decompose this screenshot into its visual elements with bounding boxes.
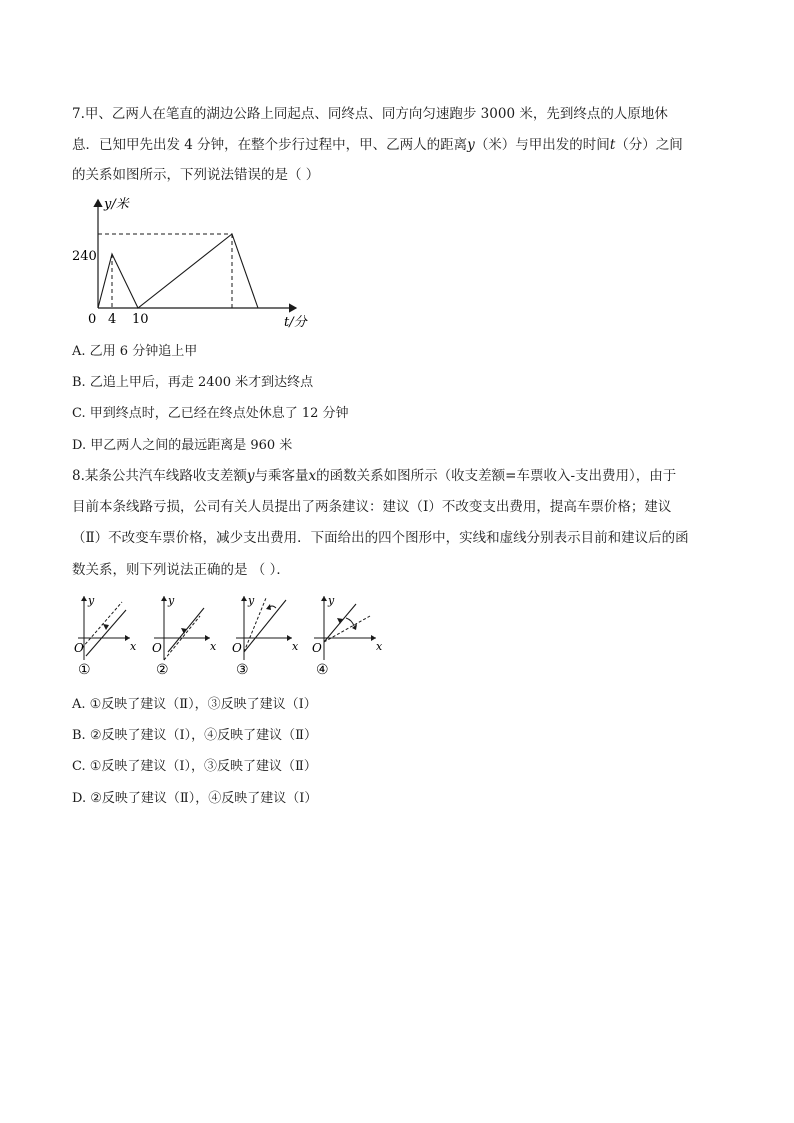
q7-x-tick-10: 10 — [132, 312, 149, 327]
q7-var-t: t — [609, 137, 616, 153]
q8-graph-4-number: ④ — [316, 662, 329, 678]
q8-option-b: B. ②反映了建议（Ⅰ），④反映了建议（Ⅱ） — [72, 728, 317, 743]
q8-graph-2-y-label: y — [168, 594, 175, 607]
q8-graph-1-shift-arrow — [103, 624, 109, 630]
q8-option-a: A. ①反映了建议（Ⅱ），③反映了建议（Ⅰ） — [72, 697, 317, 712]
q7-y-axis-label: y/米 — [104, 197, 129, 212]
q8-graph-3-solid-line — [244, 600, 286, 652]
q8-stem-text: 的函数关系如图所示（收支差额=车票收入-支出费用），由于 — [316, 468, 677, 484]
q8-graph-3-x-label: x — [292, 640, 299, 653]
q8-stem-line-4: 数关系，则下列说法正确的是 （ ）． — [72, 562, 290, 578]
q8-var-x: x — [308, 468, 317, 484]
q8-stem-line-2: 目前本条线路亏损，公司有关人员提出了两条建议：建议（Ⅰ）不改变支出费用，提高车票价格；建议 — [72, 499, 672, 515]
q7-stem-text: 息．已知甲先出发 4 分钟，在整个步行过程中，甲、乙两人的距离 — [72, 137, 468, 153]
q8-graph-2-origin: O — [152, 641, 162, 655]
q8-stem-text: 与乘客量 — [254, 468, 309, 484]
q7-graph-solid-line — [98, 234, 258, 308]
q8-graph-1 — [74, 594, 137, 678]
q8-graph-1-dashed-line — [82, 602, 122, 648]
q8-graph-3 — [232, 594, 299, 678]
q7-x-axis-label: t/分 — [284, 315, 307, 330]
q7-stem-text: （米）与甲出发的时间 — [474, 137, 610, 153]
q8-graph-2-number: ② — [156, 662, 169, 678]
q8-var-y: y — [246, 468, 255, 484]
q7-distance-time-graph — [60, 192, 320, 332]
q7-stem-line-2 — [72, 135, 683, 155]
q7-stem-line-1: 7.甲、乙两人在笔直的湖边公路上同起点、同终点、同方向匀速跑步 3000 米，先到终点的人原地休 — [72, 106, 668, 122]
q7-y-tick-240: 240 — [72, 249, 97, 264]
q8-graph-2-shift-arrow — [181, 628, 187, 634]
q8-graph-4 — [312, 594, 383, 678]
q8-graph-4-rotate-arrow — [352, 624, 357, 630]
q8-stem-line-1 — [72, 466, 676, 486]
q8-graph-1-solid-line — [86, 610, 126, 656]
q8-graph-3-origin: O — [232, 641, 242, 655]
q8-graph-4-x-label: x — [376, 640, 383, 653]
q8-graph-1-number: ① — [78, 662, 91, 678]
q8-stem-text: 8.某条公共汽车线路收支差额 — [72, 468, 247, 484]
q8-option-c: C. ①反映了建议（Ⅰ），③反映了建议（Ⅱ） — [72, 759, 317, 774]
q8-graph-4-origin: O — [312, 641, 322, 655]
q8-option-d: D. ②反映了建议（Ⅱ），④反映了建议（Ⅰ） — [72, 791, 318, 806]
q8-graph-3-rotate-arrow — [266, 604, 271, 610]
q8-function-graphs — [66, 590, 396, 680]
q7-option-d: D. 甲乙两人之间的最远距离是 960 米 — [72, 438, 293, 453]
q8-graph-1-y-label: y — [88, 594, 95, 607]
q8-graph-2 — [152, 594, 217, 678]
q7-x-tick-4: 4 — [108, 312, 117, 327]
q7-option-b: B. 乙追上甲后，再走 2400 米才到达终点 — [72, 375, 314, 390]
q7-stem-line-3: 的关系如图所示，下列说法错误的是（ ） — [72, 167, 320, 183]
q7-var-y: y — [467, 137, 475, 153]
q8-stem-line-3: （Ⅱ）不改变车票价格，减少支出费用．下面给出的四个图形中，实线和虚线分别表示目前和建议后的函 — [72, 530, 689, 546]
q7-origin-label: 0 — [88, 312, 97, 327]
q8-graph-1-origin: O — [74, 641, 84, 655]
q7-option-a: A. 乙用 6 分钟追上甲 — [72, 344, 198, 359]
q8-graph-4-rotate-arc — [346, 618, 354, 626]
q8-graph-2-x-label: x — [210, 640, 217, 653]
q8-graph-4-y-label: y — [328, 594, 335, 607]
q8-graph-1-x-label: x — [130, 640, 137, 653]
q7-option-c: C. 甲到终点时，乙已经在终点处休息了 12 分钟 — [72, 406, 349, 421]
q8-graph-3-number: ③ — [236, 662, 249, 678]
q7-stem-text: （分）之间 — [615, 137, 683, 153]
q8-graph-3-y-label: y — [248, 594, 255, 607]
